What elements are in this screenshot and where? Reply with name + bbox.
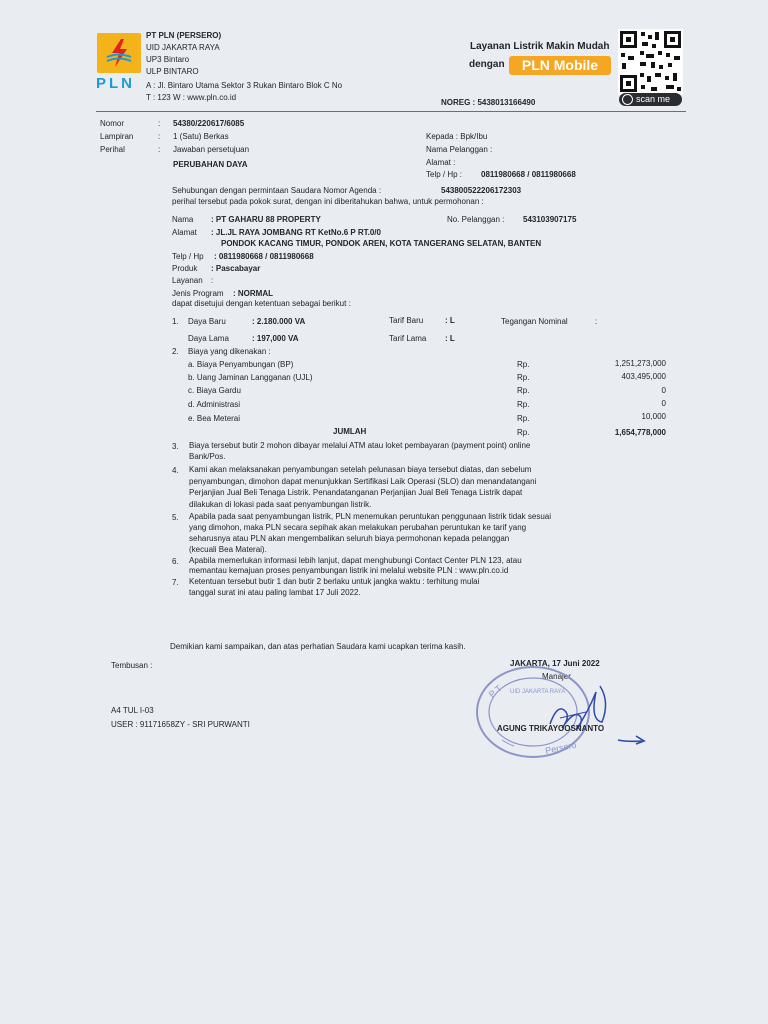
tembusan: Tembusan :: [111, 661, 153, 670]
org-address: A : Jl. Bintaro Utama Sektor 3 Rukan Bintaro Blok C No: [146, 81, 343, 90]
biaya-currency: Rp.: [517, 428, 530, 437]
cust-produk-label: Produk: [172, 264, 198, 273]
org-contact: T : 123 W : www.pln.co.id: [146, 93, 237, 102]
camera-icon: [622, 94, 633, 105]
term-line: (kecuali Bea Materai).: [189, 545, 267, 554]
term-line: seharusnya atau PLN akan mengembalikan seluruh biaya permohonan kepada pelanggan: [189, 534, 510, 543]
tegangan-value: :: [595, 317, 598, 326]
biaya-currency: Rp.: [517, 414, 530, 423]
cust-nama-value: : PT GAHARU 88 PROPERTY: [211, 215, 321, 224]
nama-pelanggan: Nama Pelanggan :: [426, 145, 493, 154]
noreg: NOREG : 5438013166490: [441, 98, 536, 107]
intro-line2: perihal tersebut pada pokok surat, dengan ini diberitahukan bahwa, untuk permohonan :: [172, 197, 484, 206]
tarif-baru-label: Tarif Baru: [389, 316, 424, 325]
biaya-item-value: 1,251,273,000: [614, 359, 666, 368]
scan-me-label: scan me: [636, 94, 671, 104]
term-line: tanggal surat ini atau paling lambat 17 Juli 2022.: [189, 588, 361, 597]
signatory-name: AGUNG TRIKAYOOSNANTO: [497, 724, 605, 733]
term-line: dilakukan di lokasi pada saat penyambungan listrik.: [189, 500, 372, 509]
org-ulp: ULP BINTARO: [146, 67, 199, 76]
cust-jenis-value: : NORMAL: [233, 289, 273, 298]
nomor-label: Nomor: [100, 119, 125, 128]
tarif-baru-value: : L: [445, 316, 455, 325]
tarif-lama-value: : L: [445, 334, 455, 343]
qr-code: [618, 29, 683, 95]
kepada: Kepada : Bpk/Ibu: [426, 132, 488, 141]
disetujui-text: dapat disetujui dengan ketentuan sebagai berikut :: [172, 299, 351, 308]
daya-baru-value: : 2.180.000 VA: [252, 317, 306, 326]
cust-telp-label: Telp / Hp: [172, 252, 204, 261]
cust-alamat-line2: PONDOK KACANG TIMUR, PONDOK AREN, KOTA TANGERANG SELATAN, BANTEN: [221, 239, 542, 248]
cust-layanan-value: :: [211, 276, 214, 285]
biaya-heading: Biaya yang dikenakan :: [188, 347, 271, 356]
telp-to-label: Telp / Hp :: [426, 170, 463, 179]
scan-me-pill: [619, 93, 682, 106]
biaya-currency: Rp.: [517, 373, 530, 382]
org-up3: UP3 Bintaro: [146, 55, 190, 64]
cust-alamat-label: Alamat: [172, 228, 197, 237]
colon: :: [158, 132, 161, 141]
biaya-item-label: a. Biaya Penyambungan (BP): [188, 360, 294, 369]
biaya-currency: Rp.: [517, 386, 530, 395]
term-num: 5.: [172, 513, 179, 522]
term-line: yang dimohon, maka PLN secara sepihak akan melakukan perubahan peruntukan ke tarif yang: [189, 523, 527, 532]
biaya-item-label: b. Uang Jaminan Langganan (UJL): [188, 373, 313, 382]
jumlah-label: JUMLAH: [333, 427, 367, 436]
perihal-subject: PERUBAHAN DAYA: [173, 160, 248, 169]
signature: [540, 672, 650, 752]
daya-lama-label: Daya Lama: [188, 334, 229, 343]
tegangan-label: Tegangan Nominal: [501, 317, 568, 326]
user-info: USER : 91171658ZY - SRI PURWANTI: [111, 720, 250, 729]
colon: :: [158, 119, 161, 128]
term-line: Perjanjian Jual Beli Tenaga Listrik. Penandatanganan Perjanjian Jual Beli Tenaga Listrik dapat: [189, 488, 523, 497]
term-line: memantau kemajuan proses penyambungan listrik ini melalui website PLN : www.pln.co.id: [189, 566, 509, 575]
cust-nama-label: Nama: [172, 215, 194, 224]
telp-to-value: 0811980668 / 0811980668: [481, 170, 576, 179]
biaya-currency: Rp.: [517, 400, 530, 409]
form-code: A4 TUL I-03: [111, 706, 154, 715]
stamp-text: UID JAKARTA RAYA: [510, 689, 566, 695]
org-uid: UID JAKARTA RAYA: [146, 43, 220, 52]
svg-text:P T: P T: [486, 683, 504, 700]
pln-logo: [97, 33, 141, 73]
term-line: Apabila memerlukan informasi lebih lanjut, dapat menghubungi Contact Center PLN 123, atau: [189, 556, 522, 565]
biaya-item-value: 0: [661, 399, 666, 408]
intro-line1: Sehubungan dengan permintaan Saudara Nomor Agenda :: [172, 186, 382, 195]
biaya-num: 2.: [172, 347, 179, 356]
term-line: Bank/Pos.: [189, 452, 226, 461]
term-line: Biaya tersebut butir 2 mohon dibayar melalui ATM atau loket pembayaran (payment point) online: [189, 441, 531, 450]
daya-baru-label: Daya Baru: [188, 317, 226, 326]
term-num: 7.: [172, 578, 179, 587]
perihal-label: Perihal: [100, 145, 125, 154]
term-num: 4.: [172, 466, 179, 475]
svg-text:Persero: Persero: [544, 739, 578, 756]
daya-num: 1.: [172, 317, 179, 326]
term-line: Kami akan melaksanakan penyambungan setelah pelunasan biaya tersebut diatas, dan sebelum: [189, 465, 532, 474]
term-num: 3.: [172, 442, 179, 451]
tarif-lama-label: Tarif Lama: [389, 334, 427, 343]
lightning-icon: [97, 33, 141, 73]
term-line: Apabila pada saat penyambungan listrik, PLN menemukan peruntukan penggunaan listrik tidak sesuai: [189, 512, 552, 521]
term-line: penyambungan, dimohon dapat menunjukkan Sertifikasi Laik Operasi (SLO) dan menandatangani: [189, 477, 537, 486]
cust-jenis-label: Jenis Program: [172, 289, 224, 298]
alamat-to: Alamat :: [426, 158, 456, 167]
biaya-item-label: e. Bea Meterai: [188, 414, 241, 423]
pln-mobile-badge: PLN Mobile: [509, 56, 611, 75]
cust-nopel-label: No. Pelanggan :: [447, 215, 505, 224]
nomor-value: 54380/220617/6085: [173, 119, 245, 128]
slogan-line1: Layanan Listrik Makin Mudah: [470, 41, 610, 52]
agenda-number: 543800522206172303: [441, 186, 522, 195]
lampiran-label: Lampiran: [100, 132, 134, 141]
biaya-item-label: d. Administrasi: [188, 400, 241, 409]
term-line: Ketentuan tersebut butir 1 dan butir 2 berlaku untuk jangka waktu : terhitung mulai: [189, 577, 480, 586]
colon: :: [158, 145, 161, 154]
cust-produk-value: : Pascabayar: [211, 264, 261, 273]
biaya-item-value: 403,495,000: [621, 372, 666, 381]
cust-alamat-line1: : JL.JL RAYA JOMBANG RT KetNo.6 P RT.0/0: [211, 228, 381, 237]
signatory-title: Manajer,: [542, 672, 573, 681]
biaya-item-label: c. Biaya Gardu: [188, 386, 241, 395]
jumlah-value: 1,654,778,000: [614, 428, 666, 437]
cust-nopel-value: 543103907175: [523, 215, 577, 224]
slogan-line2: dengan: [469, 59, 505, 70]
term-num: 6.: [172, 557, 179, 566]
daya-lama-value: : 197,000 VA: [252, 334, 299, 343]
lampiran-value: 1 (Satu) Berkas: [173, 132, 229, 141]
cust-layanan-label: Layanan: [172, 276, 203, 285]
closing-text: Demikian kami sampaikan, dan atas perhatian Saudara kami ucapkan terima kasih.: [170, 642, 466, 651]
biaya-item-value: 10,000: [641, 412, 666, 421]
place-date: JAKARTA, 17 Juni 2022: [510, 659, 600, 668]
pln-logo-text: PLN: [96, 75, 135, 92]
biaya-item-value: 0: [661, 386, 666, 395]
header-divider: [96, 111, 686, 112]
perihal-value: Jawaban persetujuan: [173, 145, 250, 154]
cust-telp-value: : 0811980668 / 0811980668: [214, 252, 314, 261]
biaya-currency: Rp.: [517, 360, 530, 369]
org-name: PT PLN (PERSERO): [146, 31, 222, 40]
